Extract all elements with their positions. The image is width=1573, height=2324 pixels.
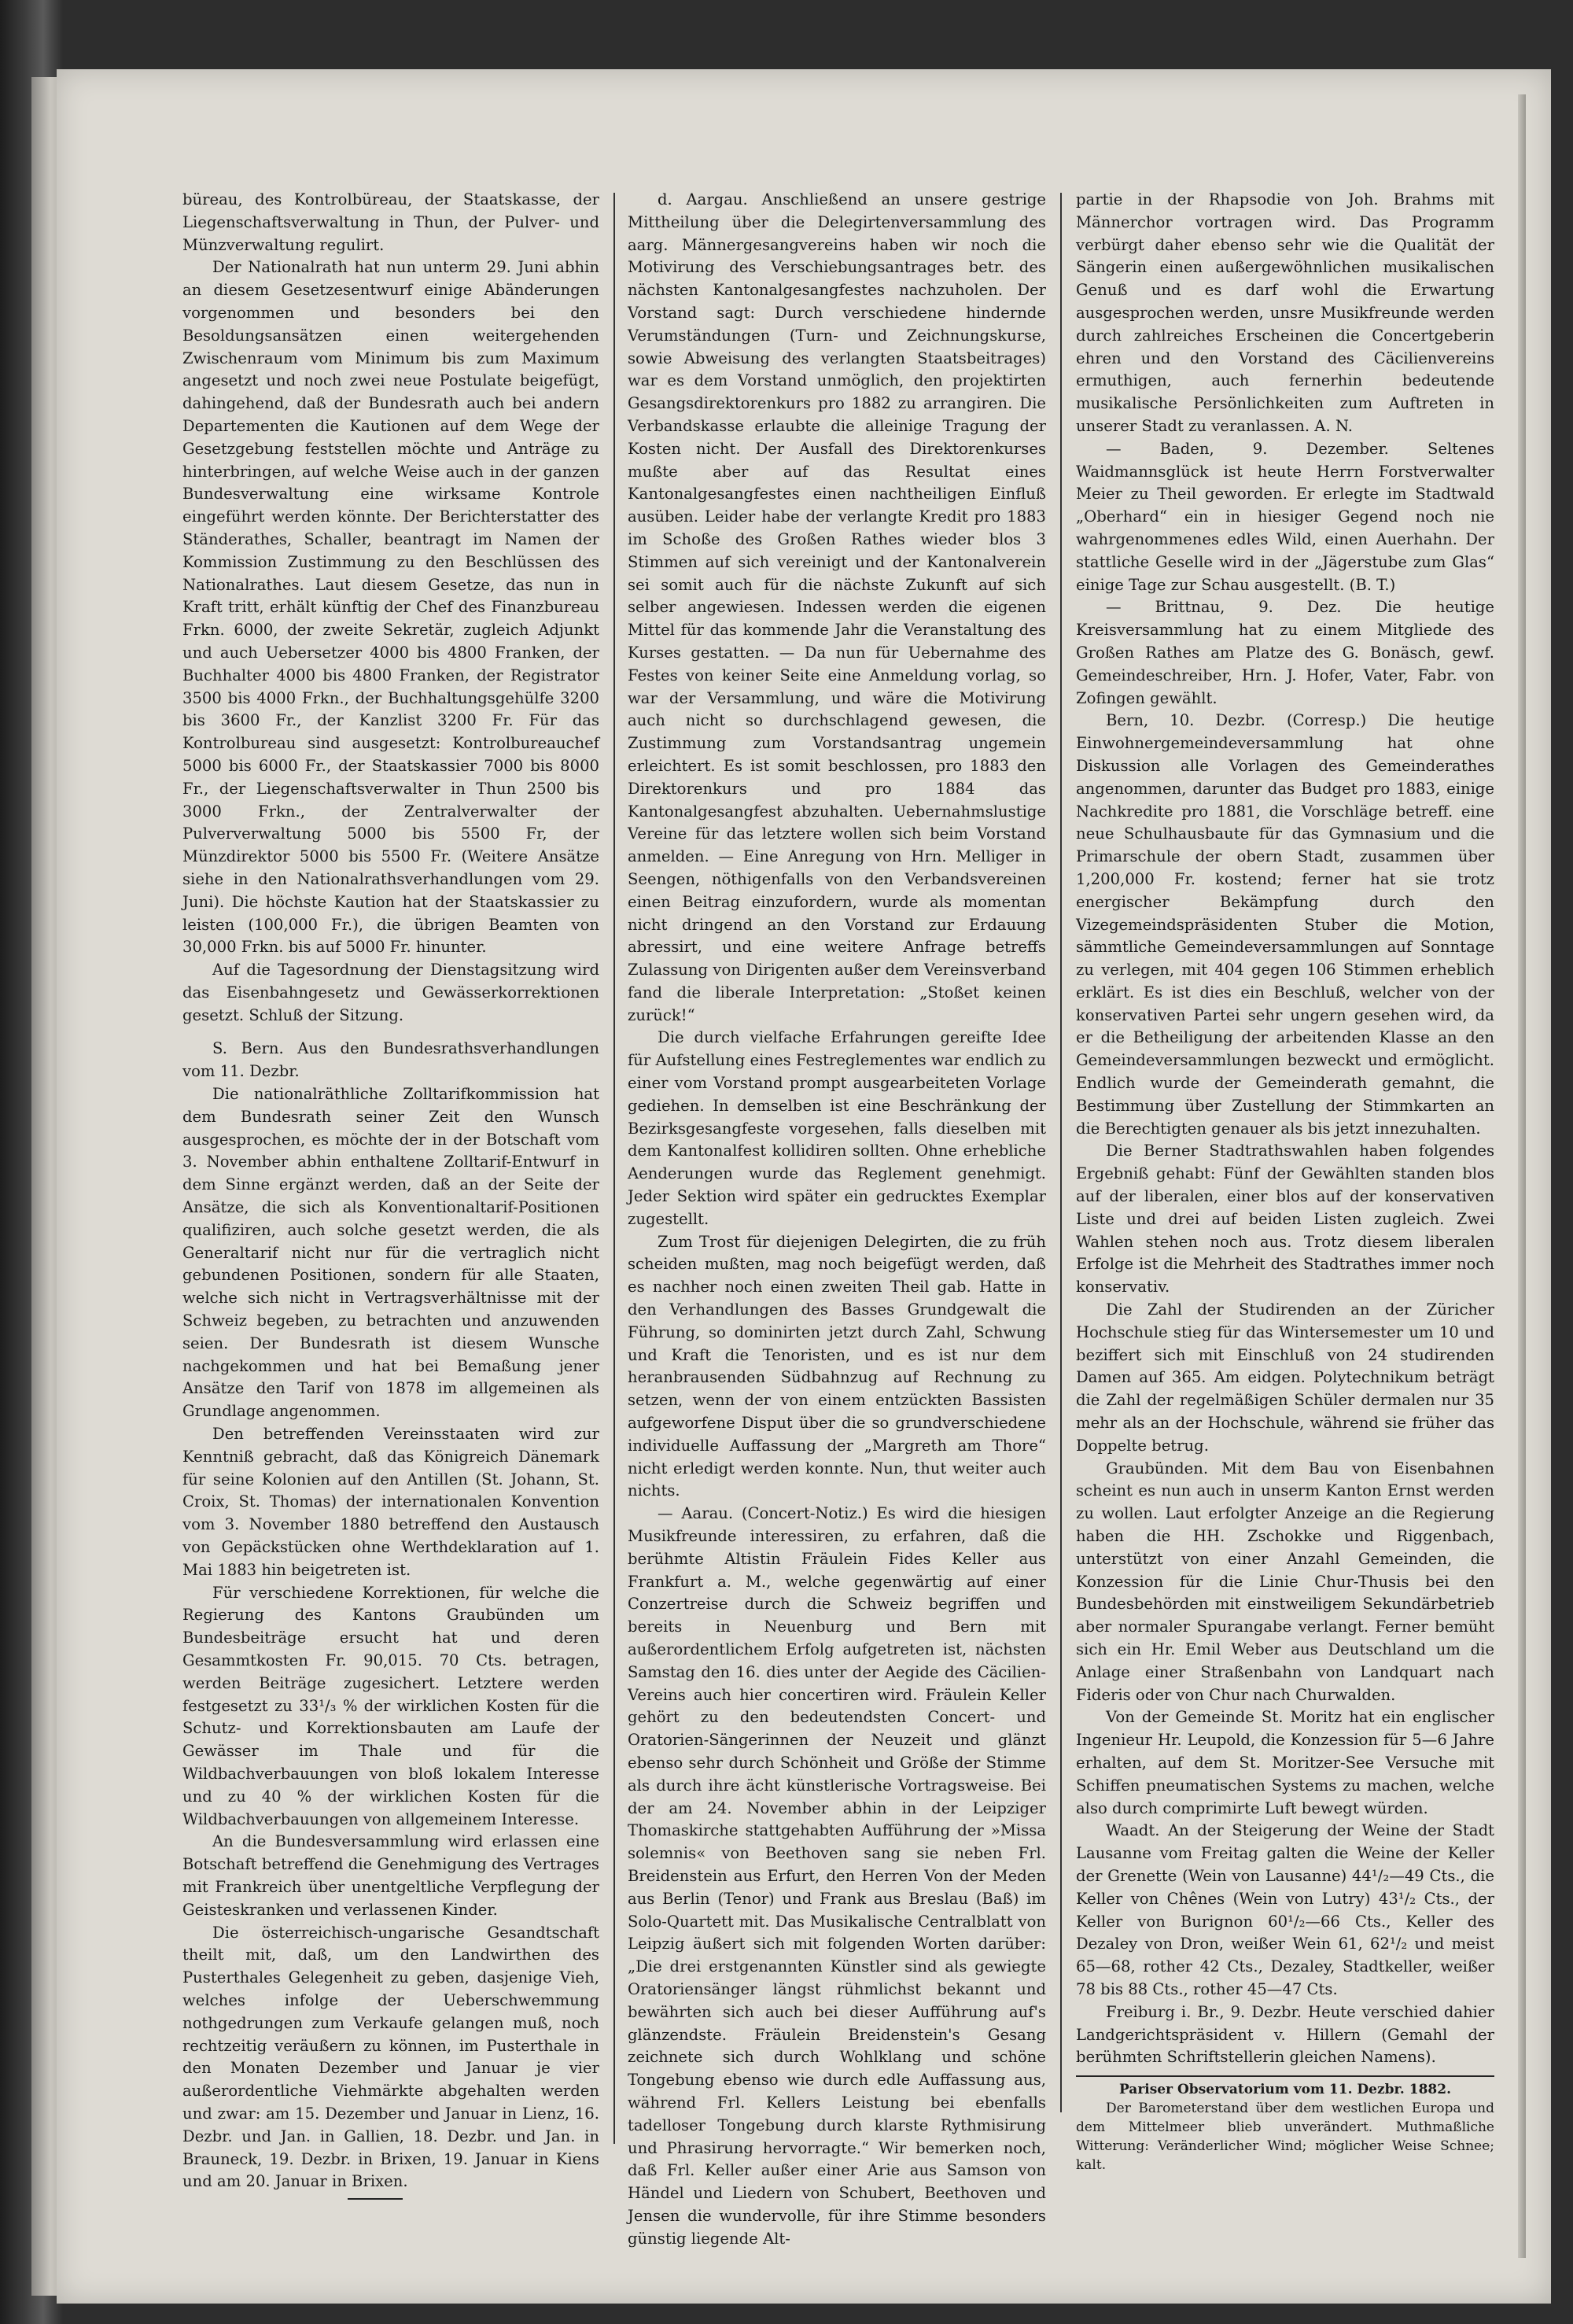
article-paragraph: Waadt. An der Steigerung der Weine der Stadt Lausanne vom Freitag galten die Weine der Keller der Grenette (Wein von Lausanne) 44¹/₂—49 Cts., die Keller von Chênes (Wein von Lutry) 43¹/₂ Cts., der Keller von Burignon 60¹/₂—66 Cts., Keller des Dezaley von Dron, weißer Wein 61, 62¹/₂ und meist 65—68, rother 42 Cts., Dezaley, Stadtkeller, weißer 78 bis 88 Cts., rother 45—47 Cts. (1076, 1821, 1494, 1998)
concert-notice: — Aarau. (Concert-Notiz.) Es wird die hiesigen Musikfreunde interessiren, zu erfahren, daß die berühmte Altistin Fräulein Fides Keller aus Frankfurt a. M., welche gegenwärtig auf einer Conzertreise durch die Schweiz begriffen und bereits in Neuenburg und Bern mit außerordentlichem Erfolg aufgetreten ist, nächsten Samstag den 16. dies unter der Aegide des Cäcilien-Vereins auch hier concertiren wird. Fräulein Keller gehört zu den bedeutendsten Concert- und Oratorien-Sängerinnen der Neuzeit und glänzt ebenso sehr durch Schönheit und Größe der Stimme als durch ihre ächt künstlerische Vortragsweise. Bei der am 24. November abhin in der Leipziger Thomaskirche stattgehabten Aufführung der »Missa solemnis« von Beethoven sang sie neben Frl. Breidenstein aus Erfurt, den Herren Von der Meden aus Berlin (Tenor) und Frank aus Breslau (Baß) im Solo-Quartett mit. Das Musikalische Centralblatt von Leipzig äußert sich mit folgenden Worten darüber: „Die drei erstgenannten Künstler sind als gewiegte Oratoriensänger längst rühmlichst bekannt und bewährten sich auch bei dieser Aufführung auf's glänzendste. Fräulein Breidenstein's Gesang zeichnete sich durch Wohlklang und schöne Tongebung ebenso wie durch edle Auffassung aus, während Frl. Kellers Leistung bei ebenfalls tadelloser Tongebung durch klarste Rythmisirung und Phrasirung hervorragte.“ Wir bemerken noch, daß Frl. Keller außer einer Arie aus Samson von Händel und Liedern von Schubert, Beethoven und Jensen die wundervolle, für ihre Stimme besonders günstig liegende Alt- (628, 1504, 1046, 2248)
article-paragraph: büreau, des Kontrolbüreau, der Staatskasse, der Liegenschaftsverwaltung in Thun, der Pulver- und Münzverwaltung regulirt. (182, 190, 599, 254)
article-paragraph: Zum Trost für diejenigen Delegirten, die zu früh scheiden mußten, mag noch beigefügt werden, daß es nachher noch einen zweiten Theil gab. Hatte in den Verhandlungen des Basses Grundgewalt die Führung, so dominirten jetzt durch Zahl, Schwung und Kraft die Tenoristen, und es ist nur dem heranbrausenden Südbahnzug auf Rechnung zu setzen, wenn der von einem entzückten Bassisten aufgeworfene Disput über die so grundverschiedene individuelle Auffassung der „Margreth am Thore“ nicht erledigt werden konnte. Nun, thut weiter auch nichts. (628, 1232, 1046, 1500)
article-paragraph: Der Nationalrath hat nun unterm 29. Juni abhin an diesem Gesetzesentwurf einige Abänderungen vorgenommen und besonders bei den Besoldungsansätzen einen weitergehenden Zwischenraum vom Minimum bis zum Maximum angesetzt und noch zwei neue Postulate beigefügt, dahingehend, daß der Bundesrath auch bei andern Departementen die Kautionen auf dem Wege der Gesetzgebung feststellen möchte und Anträge zu hinterbringen, auf welche Weise auch in der ganzen Bundesverwaltung eine wirksame Kontrole eingeführt werden könnte. Der Berichterstatter des Ständerathes, Schaller, beantragt im Namen der Kommission Zustimmung zu den Beschlüssen des Nationalrathes. Laut diesem Gesetze, das nun in Kraft tritt, erhält künftig der Chef des Finanzbureau Frkn. 6000, der zweite Sekretär, zugleich Adjunkt und auch Uebersetzer 4000 bis 4800 Franken, der Buchhalter 4000 bis 4800 Franken, der Registrator 3500 bis 4000 Frkn., der Buchhaltungsgehülfe 3200 bis 3600 Fr., der Kanzlist 3200 Fr. Für das Kontrolbureau sind ausgesetzt: Kontrolbureauchef 5000 bis 6000 Fr., der Staatskassier 7000 bis 8000 Fr., der Liegenschaftsverwalter in Thun 2500 bis 3000 Frkn., der Zentralverwalter der Pulververwaltung 5000 bis 5500 Fr, der Münzdirektor 5000 bis 5500 Fr. (Weitere Ansätze siehe in den Nationalrathsverhandlungen vom 29. Juni). Die höchste Kaution hat der Staatskassier zu leisten (100,000 Fr.), die übrigen Beamten von 30,000 Frkn. bis auf 5000 Fr. hinunter. (182, 258, 599, 957)
column-2 (628, 189, 1046, 2251)
column-rule-1 (613, 193, 615, 2144)
end-rule (348, 2198, 403, 2200)
weather-report (1076, 2075, 1494, 2175)
article-paragraph: An die Bundesversammlung wird erlassen eine Botschaft betreffend die Genehmigung des Vertrages mit Frankreich über unentgeltliche Verpflegung der Geisteskranken und verlassenen Kinder. (182, 1832, 599, 1919)
column-3 (1076, 189, 1494, 2175)
article-paragraph: Die österreichisch-ungarische Gesandtschaft theilt mit, daß, um den Landwirthen des Pusterthales Gelegenheit zu geben, dasjenige Vieh, welches infolge der Ueberschwemmung nothgedrungen zum Verkaufe gelangen muß, noch rechtzeitig veräußern zu können, im Pusterthale in den Monaten Dezember und Januar je vier außerordentliche Viehmärkte abgehalten werden und zwar: am 15. Dezember und Januar in Lienz, 16. Dezbr. und Jan. in Gallien, 18. Dezbr. und Jan. in Brauneck, 19. Dezbr. in Brixen, 19. Januar in Kiens und am 20. Januar in Brixen. (182, 1923, 599, 2191)
article-paragraph: Die Berner Stadtrathswahlen haben folgendes Ergebniß gehabt: Fünf der Gewählten standen blos auf der liberalen, einer blos auf der konservativen Liste und drei auf beiden Listen zugleich. Zwei Wahlen stehen noch aus. Trotz diesem liberalen Erfolge ist die Mehrheit des Stadtrathes immer noch konservativ. (1076, 1142, 1494, 1297)
article-paragraph: Den betreffenden Vereinsstaaten wird zur Kenntniß gebracht, daß das Königreich Dänemark für seine Kolonien auf den Antillen (St. Johann, St. Croix, St. Thomas) der internationalen Konvention vom 3. November 1880 betreffend den Austausch von Gepäckstücken ohne Werthdeklaration auf 1. Mai 1883 hin beigetreten ist. (182, 1425, 599, 1579)
article-paragraph: Für verschiedene Korrektionen, für welche die Regierung des Kantons Graubünden um Bundesbeiträge ersucht hat und deren Gesammtkosten Fr. 90,015. 70 Cts. betragen, werden Beiträge zugesichert. Letztere werden festgesetzt zu 33¹/₃ % der wirklichen Kosten für die Schutz- und Korrektionsbauten am Laufe der Gewässer im Thale und für die Wildbachverbauungen von bloß lokalem Interesse und zu 40 % der wirklichen Kosten für die Wildbachverbauungen von allgemeinem Interesse. (182, 1583, 599, 1828)
article-paragraph: Graubünden. Mit dem Bau von Eisenbahnen scheint es nun auch in unserm Kanton Ernst werden zu wollen. Laut erfolgter Anzeige an die Regierung haben die HH. Zschokke und Riggenbach, unterstützt von einer Anzahl Gemeinden, die Konzession für die Linie Chur-Thusis bei den Bundesbehörden mit einstweiligem Sekundärbetrieb aber normaler Spurangabe verlangt. Ferner bemüht sich ein Hr. Emil Weber aus Deutschland um die Anlage einer Straßenbahn von Landquart nach Fideris oder von Chur nach Churwalden. (1076, 1459, 1494, 1704)
article-paragraph: d. Aargau. Anschließend an unsere gestrige Mittheilung über die Delegirtenversammlung des aarg. Männergesangvereins haben wir noch die Motivirung des Verschiebungsantrages betr. des nächsten Kantonalgesangfestes nachzuholen. Der Vorstand sagt: Durch verschiedene hindernde Verumständungen (Turn- und Zeichnungskurse, sowie Abweisung des verlangten Staatsbeitrages) war es dem Vorstand unmöglich, den projektirten Gesangsdirektorenkurs pro 1882 zu arrangiren. Die Verbandskasse erlaubte die alleinige Tragung der Kosten nicht. Der Ausfall des Direktorenkurses mußte aber auf das Resultat eines Kantonalgesangfestes einen nachtheiligen Einfluß ausüben. Leider habe der verlangte Kredit pro 1883 im Schoße des Großen Rathes wieder blos 3 Stimmen auf sich vereinigt und der Kantonalverein sei somit auch für die nächste Zukunft auf sich selber angewiesen. Indessen werden die eigenen Mittel für das kommende Jahr die Veranstaltung des Kurses gestatten. — Da nun für Uebernahme des Festes von keiner Seite eine Anmeldung vorlag, so war der Versammlung, und wäre die Motivirung auch nicht so durchschlagend gewesen, die Zustimmung zum Vorstandsantrag ungemein erleichtert. Es ist somit beschlossen, pro 1883 den Direktorenkurs und pro 1884 das Kantonalgesangfest abzuhalten. Uebernahmslustige Vereine für das letztere wollen sich beim Vorstand anmelden. — Eine Anregung von Hrn. Melliger in Seengen, nöthigenfalls von den Verbandsvereinen einen Beitrag einzufordern, wurde als momentan nicht dringend an den Vorstand zur Erdauung abressirt, und eine weitere Anfrage betreffs Zulassung von Dirigenten außer dem Vereinsverband fand die liberale Interpretation: „Stoßet keinen zurück!“ (628, 190, 1046, 1024)
column-1 (182, 189, 599, 2200)
page-right-edge (1518, 94, 1526, 2258)
weather-text: Der Barometerstand über dem westlichen Europa und dem Mittelmeer blieb unverändert. Muthmaßliche Witterung: Veränderlicher Wind; möglicher Weise Schnee; kalt. (1076, 2101, 1494, 2174)
article-paragraph: Von der Gemeinde St. Moritz hat ein englischer Ingenieur Hr. Leupold, die Konzession für 5—6 Jahre erhalten, auf dem St. Moritzer-See Versuche mit Schiffen pneumatischen Systems zu machen, welche also durch comprimirte Luft bewegt würden. (1076, 1708, 1494, 1817)
column-rule-2 (1060, 193, 1062, 2112)
article-paragraph: Die Zahl der Studirenden an der Züricher Hochschule stieg für das Wintersemester um 10 und beziffert sich mit Einschluß von 24 studirenden Damen auf 365. Am eidgen. Polytechnikum beträgt die Zahl der regelmäßigen Schüler dermalen nur 35 mehr als an der Hochschule, während sie früher das Doppelte betrug. (1076, 1300, 1494, 1455)
article-heading: S. Bern. Aus den Bundesrathsverhandlungen vom 11. Dezbr. (182, 1039, 599, 1081)
article-paragraph: — Baden, 9. Dezember. Seltenes Waidmannsglück ist heute Herrn Forstverwalter Meier zu Theil geworden. Er erlegte im Stadtwald „Oberhard“ ein in hiesiger Gegend noch nie wahrgenommenes edles Wild, einen Auerhahn. Der stattliche Geselle wird in der „Jägerstube zum Glas“ einige Tage zur Schau ausgestellt. (B. T.) (1076, 439, 1494, 594)
article-paragraph: — Brittnau, 9. Dez. Die heutige Kreisversammlung hat zu einem Mitgliede des Großen Rathes am Platze des G. Bonäsch, gewf. Gemeindeschreiber, Hrn. J. Hofer, Vater, Fabr. von Zofingen gewählt. (1076, 598, 1494, 707)
article-paragraph: Die nationalräthliche Zolltarifkommission hat dem Bundesrath seiner Zeit den Wunsch ausgesprochen, es möchte der in der Botschaft vom 3. November abhin enthaltene Zolltarif-Entwurf in dem Sinne ergänzt werden, daß an der Seite der Ansätze, die sich als Konventionaltarif-Positionen qualifiziren, auch solche gesetzt werden, die als Generaltarif nicht nur für die vertraglich nicht gebundenen Positionen, sondern für alle Staaten, welche sich nicht in Vertragsverhältnisse mit der Schweiz begeben, zu betrachten und anzuwenden seien. Der Bundesrath ist diesem Wunsche nachgekommen und hat bei Bemaßung jener Ansätze den Tarif von 1878 im allgemeinen als Grundlage angenommen. (182, 1085, 599, 1421)
article-paragraph: Freiburg i. Br., 9. Dezbr. Heute verschied dahier Landgerichtspräsident v. Hillern (Gemahl der berühmten Schriftstellerin gleichen Namens). (1076, 2002, 1494, 2067)
article-paragraph: Bern, 10. Dezbr. (Corresp.) Die heutige Einwohnergemeindeversammlung hat ohne Diskussion alle Vorlagen des Gemeinderathes angenommen, darunter das Budget pro 1883, einige Nachkredite pro 1881, die Vorschläge betreff. eine neue Schulhausbaute für das Gymnasium und die Primarschule der obern Stadt, zusammen über 1,200,000 Fr. kostend; ferner hat sie trotz energischer Bekämpfung durch den Vizegemeindspräsidenten Stuber die Motion, sämmtliche Gemeindeversammlungen auf Sonntage zu verlegen, mit 404 gegen 106 Stimmen erheblich erklärt. Es ist dies ein Beschluß, welcher von der konservativen Partei sehr ungern gesehen wird, da er die Betheiligung der arbeitenden Klasse an den Gemeindeversammlungen bezweckt und ermöglicht. Endlich wurde der Gemeinderath gemahnt, die Bestimmung über Zustellung der Stimmkarten an die Berechtigten genauer als bis jetzt innezuhalten. (1076, 711, 1494, 1138)
article-paragraph: Die durch vielfache Erfahrungen gereifte Idee für Aufstellung eines Festreglementes war endlich zu einer vom Vorstand prompt ausgearbeiteten Vorlage gediehen. In demselben ist eine Beschränkung der Bezirksgesangfeste vorgesehen, falls dieselben mit dem Kantonalfest kollidiren sollten. Ohne erhebliche Aenderungen wurde das Reglement genehmigt. Jeder Sektion wird später ein gedrucktes Exemplar zugestellt. (628, 1028, 1046, 1228)
article-paragraph: Auf die Tagesordnung der Dienstagsitzung wird das Eisenbahngesetz und Gewässerkorrektionen gesetzt. Schluß der Sitzung. (182, 961, 599, 1024)
weather-title: Pariser Observatorium vom 11. Dezbr. 1882. (1118, 2082, 1451, 2098)
article-paragraph: partie in der Rhapsodie von Joh. Brahms mit Männerchor vortragen wird. Das Programm verbürgt daher ebenso sehr wie die Qualität der Sängerin einen außergewöhnlichen musikalischen Genuß und es darf wohl die Erwartung ausgesprochen werden, unsre Musikfreunde werden durch zahlreiches Erscheinen die Concertgeberin ehren und den Vorstand des Cäcilienvereins ermuthigen, auch fernerhin bedeutende musikalische Persönlichkeiten zum Auftreten in unserer Stadt zu veranlassen. A. N. (1076, 190, 1494, 435)
